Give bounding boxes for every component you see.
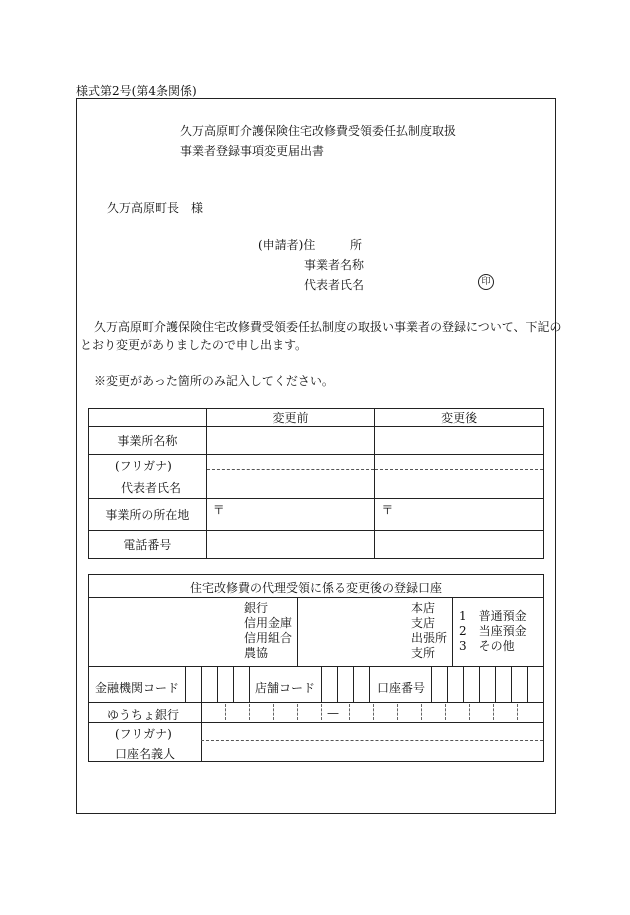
branch-type-agency: 支所 — [411, 646, 436, 660]
account-type-ordinary[interactable]: 1 普通預金 — [459, 609, 527, 623]
branch-type-main: 本店 — [411, 601, 436, 615]
bank-code-box-1 — [185, 666, 186, 702]
bank-branch-divider — [297, 597, 298, 666]
bank-code-box-3 — [217, 666, 218, 702]
seal-text: 印 — [481, 277, 491, 287]
account-number-box-5 — [495, 666, 496, 702]
office-name-before-cell[interactable] — [206, 427, 375, 455]
branch-code-box-1 — [321, 666, 322, 702]
representative-before-cell[interactable] — [206, 455, 375, 499]
account-type-checking[interactable]: 2 当座預金 — [459, 624, 527, 638]
office-name-label: 事業所名称 — [89, 427, 207, 455]
bank-code-box-4 — [233, 666, 234, 702]
header-after: 変更後 — [375, 409, 544, 427]
applicant-business-name-label: 事業者名称 — [304, 258, 365, 272]
yucho-box-6 — [349, 704, 350, 720]
phone-after-cell[interactable] — [375, 531, 544, 559]
phone-before-cell[interactable] — [206, 531, 375, 559]
bank-type-shinkumi: 信用組合 — [244, 631, 293, 645]
account-type-list[interactable] — [459, 609, 527, 654]
location-before-cell[interactable] — [206, 499, 375, 531]
yucho-dash: — — [327, 706, 339, 720]
header-before: 変更前 — [206, 409, 375, 427]
branch-code-box-2 — [337, 666, 338, 702]
note-text: ※変更があった箇所のみ記入してください。 — [94, 374, 334, 388]
branch-code-box-4 — [369, 666, 370, 702]
applicant-address-label-end: 所 — [350, 238, 363, 252]
holder-name-input[interactable] — [203, 742, 541, 761]
branch-code-box-3 — [353, 666, 354, 702]
account-number-box-3 — [463, 666, 464, 702]
account-number-box-7 — [527, 666, 528, 702]
account-number-box-1 — [431, 666, 432, 702]
account-number-box-6 — [511, 666, 512, 702]
branch-type-divider — [452, 597, 453, 666]
yucho-box-8 — [397, 704, 398, 720]
holder-label: 口座名義人 — [115, 747, 176, 761]
applicant-representative-label: 代表者氏名 — [304, 278, 365, 292]
yucho-box-9 — [421, 704, 422, 720]
seal-mark — [478, 274, 494, 290]
yucho-box-4 — [297, 704, 298, 720]
bank-type-bank: 銀行 — [244, 601, 269, 615]
location-after-cell[interactable] — [375, 499, 544, 531]
postal-mark-after: 〒 — [381, 503, 394, 517]
account-title-divider — [89, 597, 543, 598]
account-number-box-4 — [479, 666, 480, 702]
holder-label-divider — [201, 722, 202, 762]
yucho-box-3 — [273, 704, 274, 720]
representative-label: 代表者氏名 — [121, 481, 182, 495]
body-text-line-2: とおり変更がありましたので申し出ます。 — [80, 338, 308, 352]
yucho-box-10 — [445, 704, 446, 720]
yucho-row-divider — [89, 722, 543, 723]
change-table — [88, 408, 544, 559]
branch-type-sub-branch: 出張所 — [411, 631, 448, 645]
yucho-label-divider — [201, 702, 202, 722]
yucho-label: ゆうちょ銀行 — [107, 708, 180, 722]
bank-code-label: 金融機関コード — [95, 681, 180, 695]
bank-code-box-5 — [249, 666, 250, 702]
representative-label-cell — [89, 455, 207, 499]
branch-code-label: 店舗コード — [255, 681, 316, 695]
account-table-title: 住宅改修費の代理受領に係る変更後の登録口座 — [189, 581, 442, 595]
office-name-after-cell[interactable] — [375, 427, 544, 455]
branch-type-list — [411, 601, 447, 661]
account-number-box-2 — [447, 666, 448, 702]
account-table — [88, 574, 544, 762]
yucho-box-5 — [321, 704, 322, 720]
holder-furigana-divider — [201, 740, 543, 741]
yucho-box-12 — [493, 704, 494, 720]
body-text-line-1: 久万高原町介護保険住宅改修費受領委任払制度の取扱い事業者の登録について、下記の — [94, 320, 562, 334]
bank-type-nokyo: 農協 — [244, 646, 269, 660]
furigana-divider-after — [375, 469, 543, 470]
addressee: 久万高原町長 様 — [107, 201, 204, 215]
title-line-1: 久万高原町介護保険住宅改修費受領委任払制度取扱 — [180, 124, 457, 138]
furigana-divider-before — [207, 469, 375, 470]
bank-row-divider — [89, 666, 543, 667]
account-number-label: 口座番号 — [377, 681, 426, 695]
representative-after-cell[interactable] — [375, 455, 544, 499]
yucho-box-13 — [517, 704, 518, 720]
yucho-box-11 — [469, 704, 470, 720]
yucho-box-7 — [373, 704, 374, 720]
yucho-box-1 — [225, 704, 226, 720]
yucho-box-2 — [249, 704, 250, 720]
bank-type-shinkin: 信用金庫 — [244, 616, 293, 630]
applicant-address-prefix: (申請者)住 — [258, 238, 316, 252]
bank-code-box-2 — [201, 666, 202, 702]
branch-type-branch: 支店 — [411, 616, 436, 630]
phone-label: 電話番号 — [89, 531, 207, 559]
bank-type-list — [244, 601, 292, 661]
code-row-divider — [89, 702, 543, 703]
form-number: 様式第2号(第4条関係) — [76, 84, 197, 98]
postal-mark-before: 〒 — [212, 503, 225, 517]
furigana-label: (フリガナ) — [115, 459, 172, 473]
change-table-corner — [89, 409, 207, 427]
title-line-2: 事業者登録事項変更届出書 — [180, 144, 325, 158]
account-type-other[interactable]: 3 その他 — [459, 639, 515, 653]
holder-furigana-label: (フリガナ) — [115, 727, 172, 741]
location-label: 事業所の所在地 — [89, 499, 207, 531]
